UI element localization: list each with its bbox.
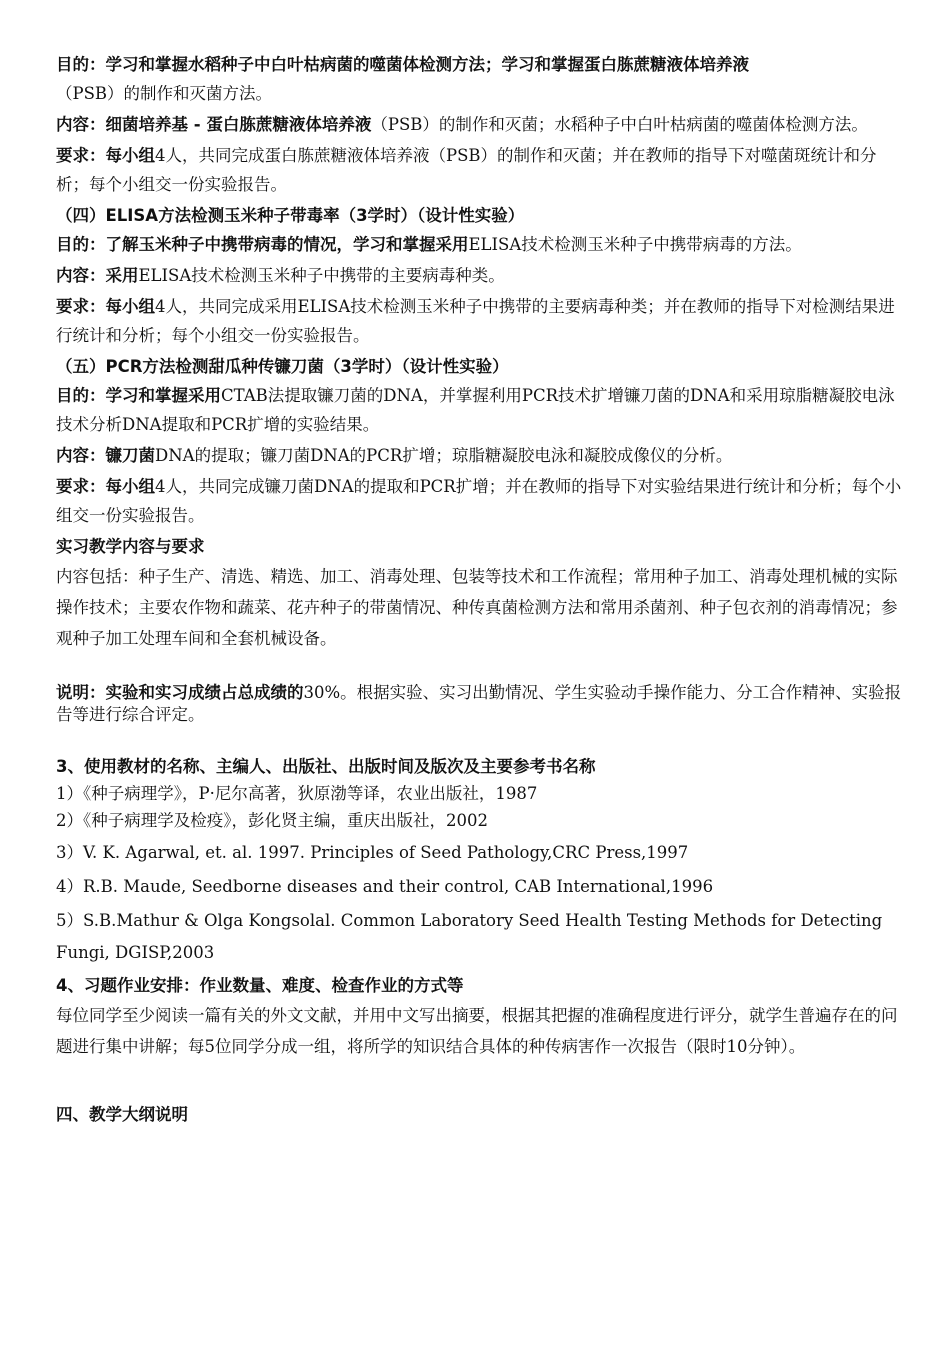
purpose-keyword-text: 学习和掌握水稻种子中白叶枯病菌的噬菌体检测方法；学习和掌握蛋白胨蔗糖液体培养液 [105,55,749,74]
exp4-heading: （四）ELISA方法检测玉米种子带毒率（3学时）（设计性实验） [56,206,525,225]
requirement-text: 4人，共同完成采用ELISA技术检测玉米种子中携带的主要病毒种类；并在教师的指导下对检测结果进行统计和分析；每个小组交一份实验报告。 [56,297,895,345]
requirement-keyword-text: 每小组 [105,477,155,496]
grading-note [56,682,902,726]
requirement-label: 要求： [56,146,106,165]
requirement-text: 4人，共同完成蛋白胨蔗糖液体培养液（PSB）的制作和灭菌；并在教师的指导下对噬菌斑统计和分析；每个小组交一份实验报告。 [56,146,877,194]
reference-item: 5）S.B.Mathur & Olga Kongsolal. Common Laboratory Seed Health Testing Methods for Detecting Fungi, DGISP,2003 [56,911,883,962]
reference-item: 4）R.B. Maude, Seedborne diseases and their control, CAB International,1996 [56,877,714,896]
requirement-keyword-text: 每小组 [105,297,155,316]
content-label: 内容： [56,115,106,134]
exp5-heading: （五）PCR方法检测甜瓜种传镰刀菌（3学时）（设计性实验） [56,357,509,376]
purpose-label: 目的： [56,386,106,405]
section4-heading: 4、习题作业安排：作业数量、难度、检查作业的方式等 [56,976,464,995]
exp4-content [56,261,902,290]
reference-item: 2）《种子病理学及检疫》，彭化贤主编，重庆出版社，2002 [56,811,488,830]
exp5-requirement [56,472,902,530]
exp5-content [56,441,902,470]
note-text: 30%。根据实验、实习出勤情况、学生实验动手操作能力、分工合作精神、实验报告等进行综合评定。 [56,683,902,724]
requirement-text: 4人，共同完成镰刀菌DNA的提取和PCR扩增；并在教师的指导下对实验结果进行统计和分析；每个小组交一份实验报告。 [56,477,902,525]
note-keyword-text: 实验和实习成绩占总成绩的 [105,683,304,702]
section4-text: 每位同学至少阅读一篇有关的外文文献，并用中文写出摘要，根据其把握的准确程度进行评分，就学生普遍存在的问题进行集中讲解；每5位同学分成一组，将所学的知识结合具体的种传病害作一次报告（限时10分钟）。 [56,1006,898,1056]
document-page [56,50,902,1129]
purpose-keyword-text: 了解玉米种子中携带病毒的情况，学习和掌握采用 [105,235,469,254]
practice-text: 内容包括：种子生产、清选、精选、加工、消毒处理、包装等技术和工作流程；常用种子加工、消毒处理机械的实际操作技术；主要农作物和蔬菜、花卉种子的带菌情况、种传真菌检测方法和常用杀菌剂、种子包衣剂的消毒情况；参观种子加工处理车间和全套机械设备。 [56,567,898,648]
practice-body [56,561,902,654]
section4-body [56,1000,902,1062]
reference-item: 1）《种子病理学》，P·尼尔高著，狄原渤等译，农业出版社，1987 [56,784,538,803]
requirement-keyword-text: 每小组 [105,146,155,165]
content-text: DNA的提取；镰刀菌DNA的PCR扩增；琼脂糖凝胶电泳和凝胶成像仪的分析。 [155,446,733,465]
content-text: （PSB）的制作和灭菌；水稻种子中白叶枯病菌的噬菌体检测方法。 [371,115,868,134]
practice-heading: 实习教学内容与要求 [56,537,205,556]
content-keyword-text: 细菌培养基 - 蛋白胨蔗糖液体培养液 [105,115,372,134]
exp4-requirement [56,292,902,350]
requirement-label: 要求： [56,477,106,496]
exp4-purpose [56,230,902,259]
exp3-requirement [56,141,902,199]
note-label: 说明： [56,683,106,702]
purpose-keyword-text: 学习和掌握采用 [105,386,221,405]
purpose-label: 目的： [56,235,106,254]
purpose-text: ELISA技术检测玉米种子中携带病毒的方法。 [468,235,802,254]
exp3-content [56,110,902,139]
content-label: 内容： [56,266,106,285]
content-label: 内容： [56,446,106,465]
requirement-label: 要求： [56,297,106,316]
content-text: ELISA技术检测玉米种子中携带的主要病毒种类。 [138,266,505,285]
exp5-purpose [56,381,902,439]
section3-heading: 3、使用教材的名称、主编人、出版社、出版时间及版次及主要参考书名称 [56,757,596,776]
exp3-purpose [56,50,902,108]
reference-item: 3）V. K. Agarwal, et. al. 1997. Principles of Seed Pathology,CRC Press,1997 [56,843,689,862]
part4-heading: 四、教学大纲说明 [56,1105,188,1124]
purpose-label: 目的： [56,55,106,74]
purpose-text: CTAB法提取镰刀菌的DNA，并掌握利用PCR技术扩增镰刀菌的DNA和采用琼脂糖凝胶电泳技术分析DNA提取和PCR扩增的实验结果。 [56,386,895,434]
content-keyword-text: 采用 [105,266,139,285]
reference-list [56,781,902,969]
content-keyword-text: 镰刀菌 [105,446,155,465]
purpose-text: （PSB）的制作和灭菌方法。 [56,84,273,103]
